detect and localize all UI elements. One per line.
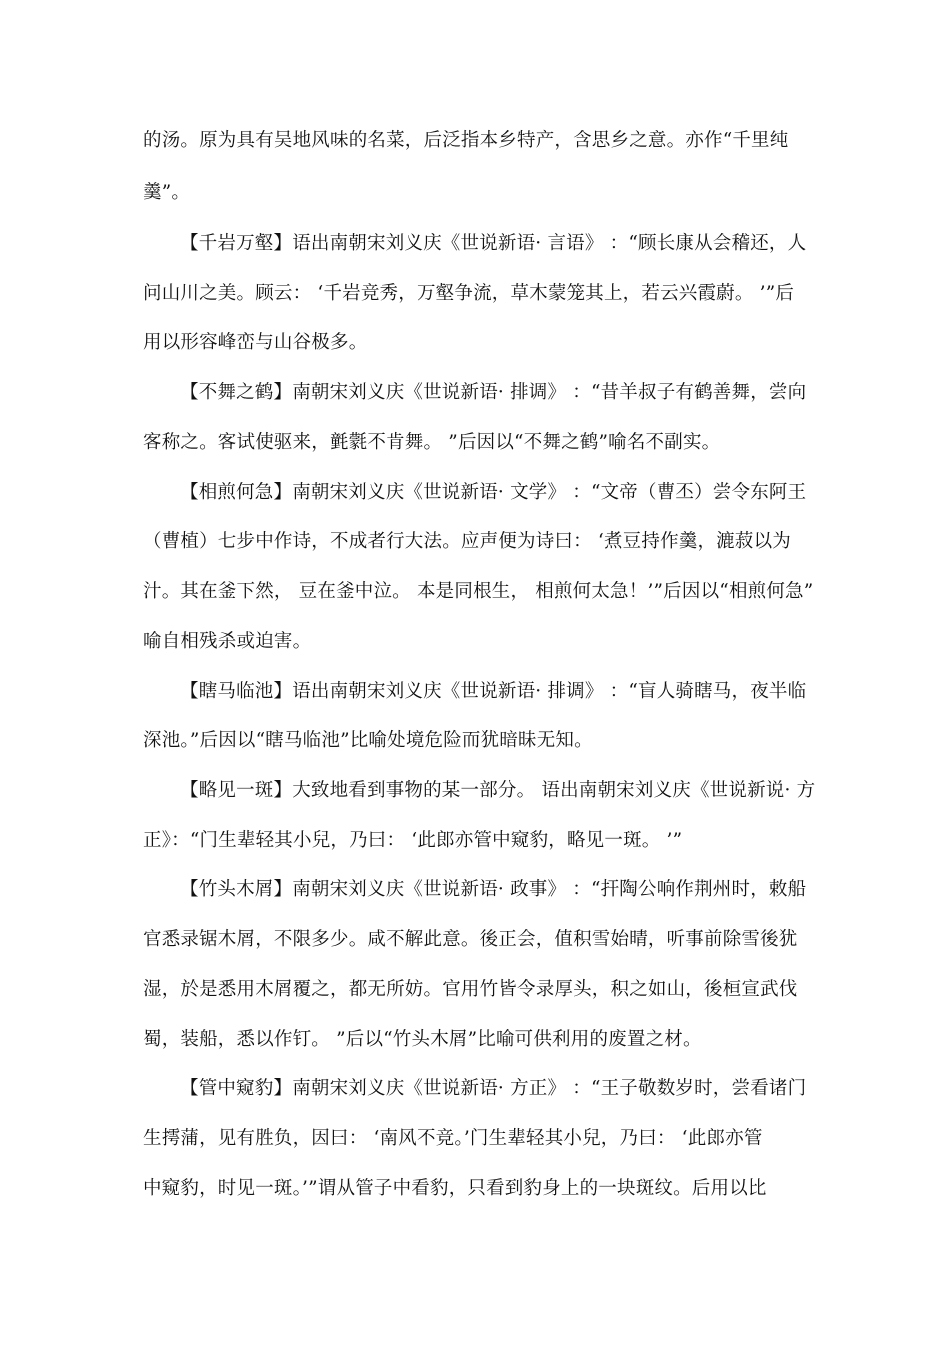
text-line: （曹植）七步中作诗，不成者行大法。应声便为诗曰： ‘煮豆持作羹，漉菽以为 xyxy=(143,531,791,552)
entry-heading-line: 【不舞之鹤】南朝宋刘义庆《世说新语· 排调》 ：“昔羊叔子有鹤善舞，尝向 xyxy=(180,382,807,403)
text-line: 生摴蒲，见有胜负，因曰： ‘南风不竞。’门生辈轻其小兒，乃曰： ‘此郎亦管 xyxy=(143,1128,763,1149)
entry-heading-line: 【管中窥豹】南朝宋刘义庆《世说新语· 方正》 ：“王子敬数岁时，尝看诸门 xyxy=(180,1078,807,1099)
text-line: 深池。”后因以“瞎马临池”比喻处境危险而犹暗昧无知。 xyxy=(143,730,593,751)
text-line: 湿，於是悉用木屑覆之，都无所妨。官用竹皆令录厚头，积之如山，後桓宣武伐 xyxy=(143,979,798,1000)
text-line: 客称之。客试使驱来，氃氋不肯舞。 ”后因以“不舞之鹤”喻名不副实。 xyxy=(143,432,721,453)
entry-heading-line: 【千岩万壑】语出南朝宋刘义庆《世说新语· 言语》 ：“顾长康从会稽还，人 xyxy=(180,233,807,254)
text-line: 的汤。原为具有吴地风味的名菜，后泛指本乡特产，含思乡之意。亦作“千里纯 xyxy=(143,130,789,151)
text-line: 官悉录锯木屑，不限多少。咸不解此意。後正会，值积雪始晴，听事前除雪後犹 xyxy=(143,929,798,950)
text-line: 汁。其在釜下然， 豆在釜中泣。 本是同根生， 相煎何太急！’”后因以“相煎何急” xyxy=(143,581,814,602)
text-line: 中窥豹，时见一斑。’”谓从管子中看豹，只看到豹身上的一块斑纹。后用以比 xyxy=(143,1178,767,1199)
entry-heading-line: 【瞎马临池】语出南朝宋刘义庆《世说新语· 排调》 ：“盲人骑瞎马，夜半临 xyxy=(180,681,807,702)
entry-heading-line: 【相煎何急】南朝宋刘义庆《世说新语· 文学》 ：“文帝（曹丕）尝令东阿王 xyxy=(180,482,807,503)
entry-heading-line: 【略见一斑】大致地看到事物的某一部分。 语出南朝宋刘义庆《世说新说· 方 xyxy=(180,780,816,801)
text-line: 羹”。 xyxy=(143,182,191,203)
text-line: 问山川之美。顾云： ‘千岩竞秀，万壑争流，草木蒙笼其上，若云兴霞蔚。 ’”后 xyxy=(143,283,795,304)
text-line: 蜀，装船，悉以作钉。 ”后以“竹头木屑”比喻可供利用的废置之材。 xyxy=(143,1029,702,1050)
text-line: 用以形容峰峦与山谷极多。 xyxy=(143,332,368,353)
text-line: 喻自相残杀或迫害。 xyxy=(143,631,312,652)
entry-heading-line: 【竹头木屑】南朝宋刘义庆《世说新语· 政事》 ：“扞陶公响作荆州时，敕船 xyxy=(180,879,807,900)
text-line: 正》：“门生辈轻其小兒，乃曰： ‘此郎亦管中窥豹，略见一斑。 ’” xyxy=(143,830,683,851)
